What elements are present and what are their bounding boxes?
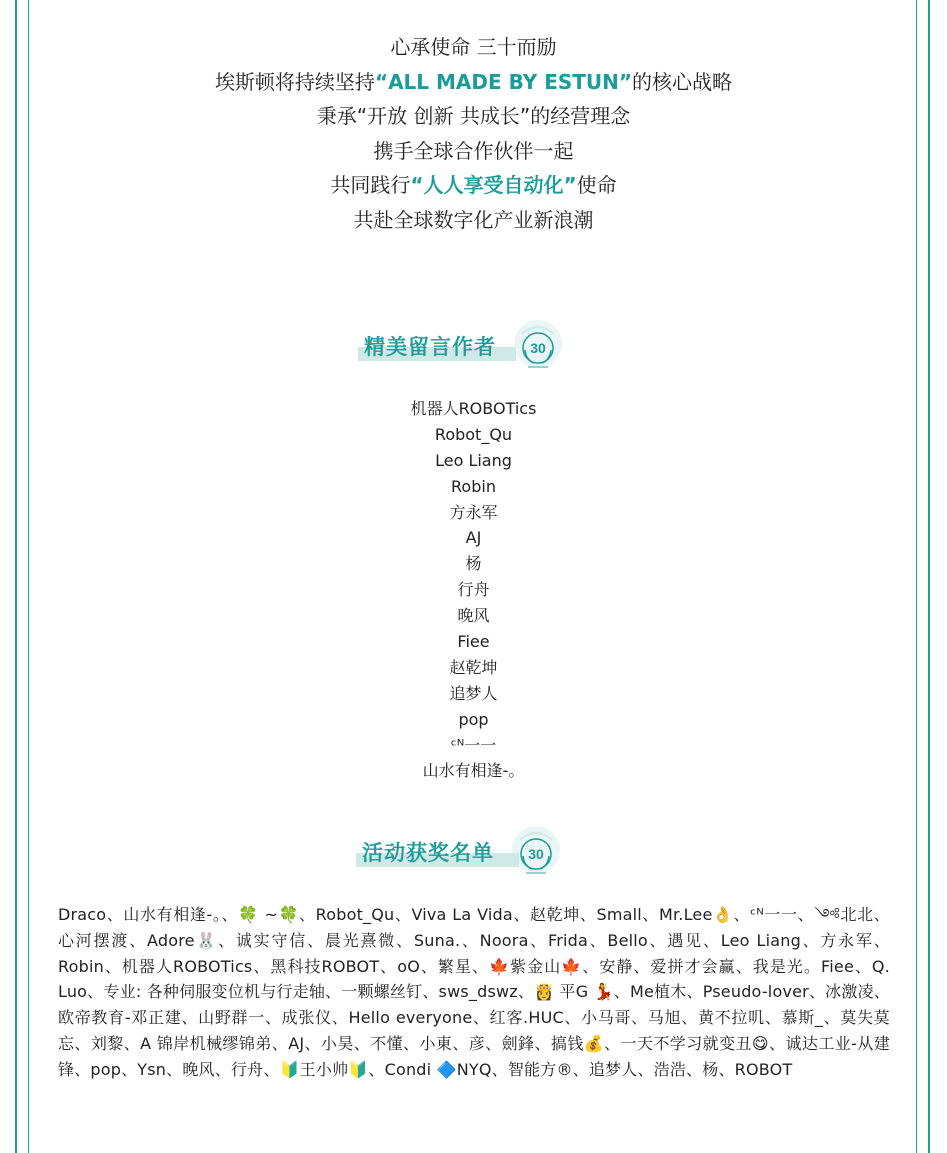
intro-line-5-text: 共同践行	[330, 173, 411, 198]
intro-line-5	[60, 168, 887, 203]
intro-line-6: 共赴全球数字化产业新浪潮	[353, 207, 594, 232]
svg-text:30: 30	[530, 340, 546, 356]
intro-line-5-suffix: 使命	[576, 173, 617, 198]
intro-line-3: 秉承“开放 创新 共成长”的经营理念	[316, 104, 631, 129]
winners-title-box	[356, 837, 500, 867]
author-name: 行舟	[457, 580, 490, 600]
authors-section-title: 精美留言作者	[364, 335, 496, 359]
frame-border-right-outer	[928, 0, 930, 1153]
author-name: 机器人ROBOTics	[410, 399, 537, 418]
anniversary-logo-icon	[512, 320, 564, 372]
frame-border-left-inner	[28, 0, 29, 1153]
author-name: 追梦人	[449, 683, 498, 703]
mission-slogan: “人人享受自动化”	[410, 173, 577, 198]
intro-line-2-suffix: 的核心战略	[632, 69, 733, 94]
intro-line-4: 携手全球合作伙伴一起	[373, 138, 574, 163]
winners-section-header	[356, 826, 562, 878]
author-name: 杨	[465, 554, 482, 574]
author-name: 方永军	[449, 502, 498, 522]
winners-list: Draco、山水有相逢-。、🍀 ~🍀、Robot_Qu、Viva La Vida、赵乾坤、Small、Mr.Lee👌、ᶜᴺ一一、༺北北、心河摆渡、Adore🐰、诚实守信、晨光熹微、Suna.、Noora、Frida、Bello、遇见、Leo Liang、方永军、Robin、机器人ROBOTics、黑科技ROBOT、oO、繁星、🍁紫金山🍁、安静、爱拼才会赢、我是光。Fiee、Q. Luo、专业: 各种伺服变位机与行走轴、一颗螺丝钉、sws_dswz、👸 平G 💃、Me植木、Pseudo-lover、冰激凌、欧帝教育-邓正建、山野群一、成张仪、Hello everyone、红客.HUC、小马哥、马旭、黄不拉叽、慕斯_、莫失莫忘、刘黎、A 锦岸机械缪锦弟、AJ、小昊、不懂、小東、彦、劍鋒、搞钱💰、一天不学习就变丑😋、诚达工业-从建锋、pop、Ysn、晚风、行舟、🔰王小帅🔰、Condi 🔷NYQ、智能方®、追梦人、浩浩、杨、ROBOT	[58, 905, 890, 1079]
author-name: 赵乾坤	[449, 657, 498, 677]
intro-line-1: 心承使命 三十而励	[390, 35, 557, 59]
frame-border-left-outer	[15, 0, 17, 1153]
svg-text:30: 30	[528, 846, 544, 862]
intro-line-2-text: 埃斯顿将持续坚持	[214, 69, 375, 94]
intro-statement	[60, 30, 887, 238]
author-name: AJ	[465, 528, 482, 548]
author-name: Leo Liang	[435, 450, 512, 470]
authors-list	[60, 396, 887, 784]
winners-section-title: 活动获奖名单	[362, 841, 494, 865]
author-name: Robot_Qu	[434, 424, 513, 444]
frame-border-right-inner	[916, 0, 917, 1153]
authors-title-box	[358, 331, 502, 361]
authors-section-header	[358, 320, 564, 372]
author-name: 山水有相逢-。	[422, 761, 525, 781]
author-name: Fiee	[457, 632, 490, 652]
author-name: pop	[458, 709, 489, 729]
strategy-slogan: “ALL MADE BY ESTUN”	[374, 69, 633, 94]
author-name: 晚风	[457, 606, 490, 626]
author-name: Robin	[451, 476, 496, 496]
anniversary-logo-icon	[510, 826, 562, 878]
intro-line-2	[60, 65, 887, 100]
author-name: ᶜᴺ一一	[450, 735, 497, 755]
